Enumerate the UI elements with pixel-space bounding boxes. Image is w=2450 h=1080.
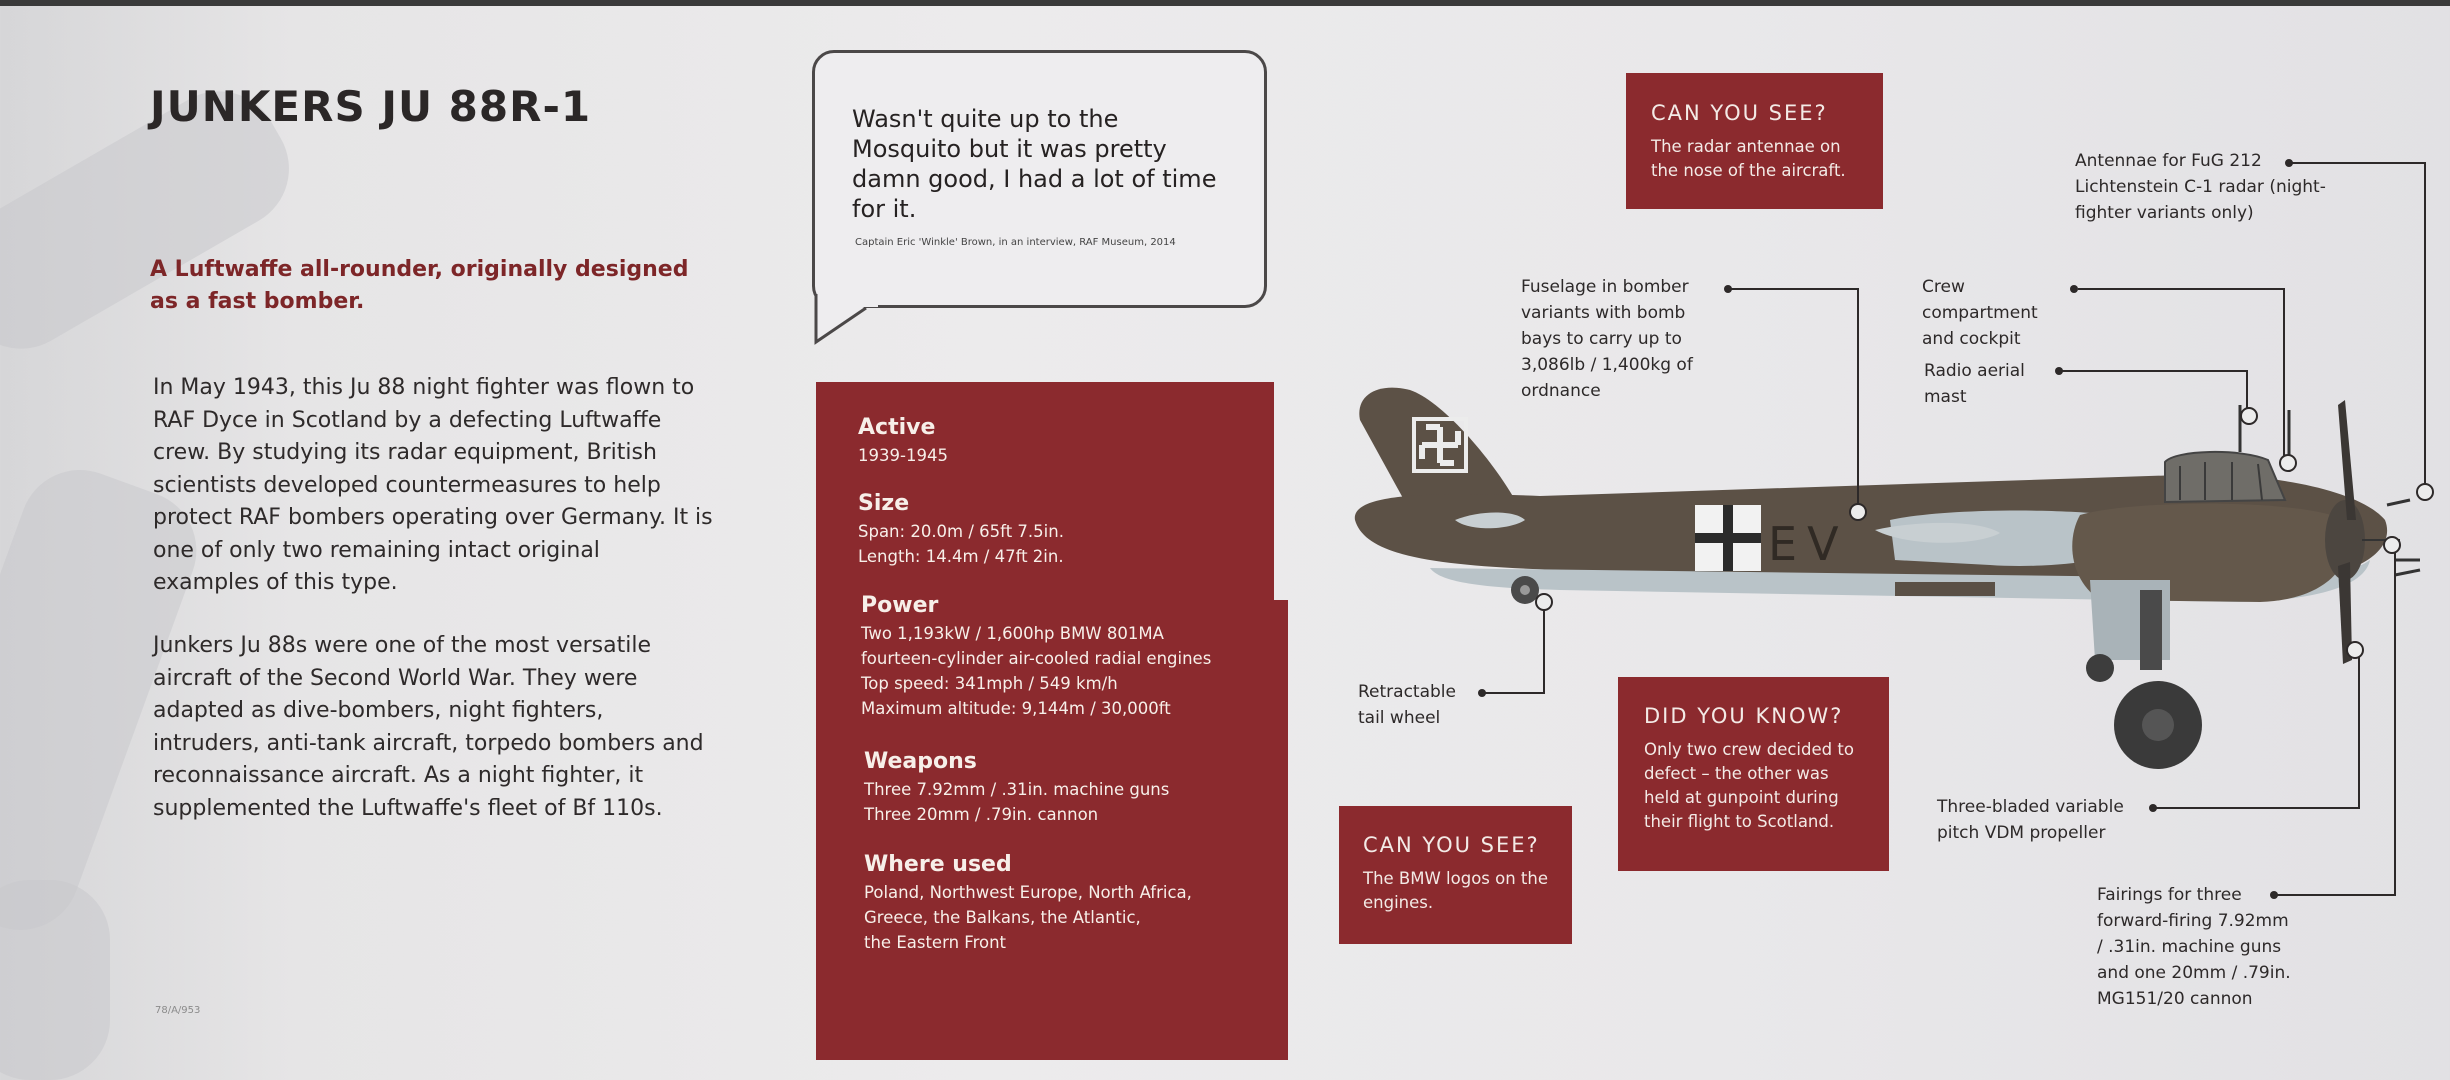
page-title: JUNKERS JU 88R-1: [150, 82, 592, 131]
label-dot: [2055, 367, 2063, 375]
callout-heading: CAN YOU SEE?: [1651, 101, 1828, 125]
label-antennae: Antennae for FuG 212 Lichtenstein C-1 radar (night-fighter variants only): [2075, 151, 2326, 223]
spec-heading: Active: [858, 415, 936, 440]
label-crew-compartment: Crew compartment and cockpit: [1922, 277, 2038, 349]
callout-body: Only two crew decided to defect – the other was held at gunpoint during their flight to Scotland.: [1644, 740, 1854, 831]
intro-text: A Luftwaffe all-rounder, originally designed as a fast bomber.: [150, 257, 689, 314]
label-radio-mast: Radio aerial mast: [1924, 361, 2025, 407]
fuselage-code: EV: [1768, 517, 1849, 571]
object-reference: 78/A/953: [155, 1005, 201, 1016]
quote-citation: Captain Eric 'Winkle' Brown, in an interview, RAF Museum, 2014: [855, 237, 1176, 248]
spec-line: fourteen-cylinder air-cooled radial engines: [861, 649, 1212, 668]
spec-line: Maximum altitude: 9,144m / 30,000ft: [861, 699, 1171, 718]
label-gun-fairings: Fairings for three forward-firing 7.92mm / .31in. machine guns and one 20mm / .79in. MG151/20 cannon: [2097, 885, 2291, 1009]
callout-body: The BMW logos on the engines.: [1363, 869, 1549, 912]
spec-heading: Where used: [864, 852, 1012, 877]
label-propeller: Three-bladed variable pitch VDM propeller: [1937, 797, 2124, 843]
spec-line: Poland, Northwest Europe, North Africa,: [864, 883, 1192, 902]
callout-heading: CAN YOU SEE?: [1363, 833, 1540, 857]
spec-line: the Eastern Front: [864, 933, 1007, 952]
spec-line: Length: 14.4m / 47ft 2in.: [858, 547, 1064, 566]
label-dot: [1724, 285, 1732, 293]
spec-heading: Weapons: [864, 749, 977, 774]
spec-heading: Size: [858, 491, 910, 516]
label-dot: [1478, 689, 1486, 697]
history-paragraph: In May 1943, this Ju 88 night fighter was flown to RAF Dyce in Scotland by a defecting Luftwaffe crew. By studying its radar equipment, British scientists developed countermeasures to help protect RAF bombers operating over Germany. It is one of only two remaining intact original examples of this type.: [153, 375, 713, 595]
spec-line: Two 1,193kW / 1,600hp BMW 801MA: [861, 624, 1164, 643]
spec-heading: Power: [861, 593, 939, 618]
spec-line: Top speed: 341mph / 549 km/h: [861, 674, 1118, 693]
spec-line: Greece, the Balkans, the Atlantic,: [864, 908, 1141, 927]
role-paragraph: Junkers Ju 88s were one of the most versatile aircraft of the Second World War. They were adapted as dive-bombers, night fighters, intruders, anti-tank aircraft, torpedo bombers and reconnaissance aircraft. As a night fighter, it supplemented the Luftwaffe's fleet of Bf 110s.: [153, 633, 704, 821]
callout-heading: DID YOU KNOW?: [1644, 704, 1844, 728]
label-fuselage: Fuselage in bomber variants with bomb bays to carry up to 3,086lb / 1,400kg of ordnance: [1521, 277, 1693, 401]
callout-body: The radar antennae on the nose of the aircraft.: [1651, 137, 1846, 180]
spec-line: 1939-1945: [858, 446, 948, 465]
label-tail-wheel: Retractable tail wheel: [1358, 682, 1456, 728]
spec-line: Three 20mm / .79in. cannon: [864, 805, 1099, 824]
quote-text: Wasn't quite up to the Mosquito but it was pretty damn good, I had a lot of time for it.: [852, 105, 1217, 223]
spec-line: Span: 20.0m / 65ft 7.5in.: [858, 522, 1064, 541]
spec-line: Three 7.92mm / .31in. machine guns: [864, 780, 1170, 799]
